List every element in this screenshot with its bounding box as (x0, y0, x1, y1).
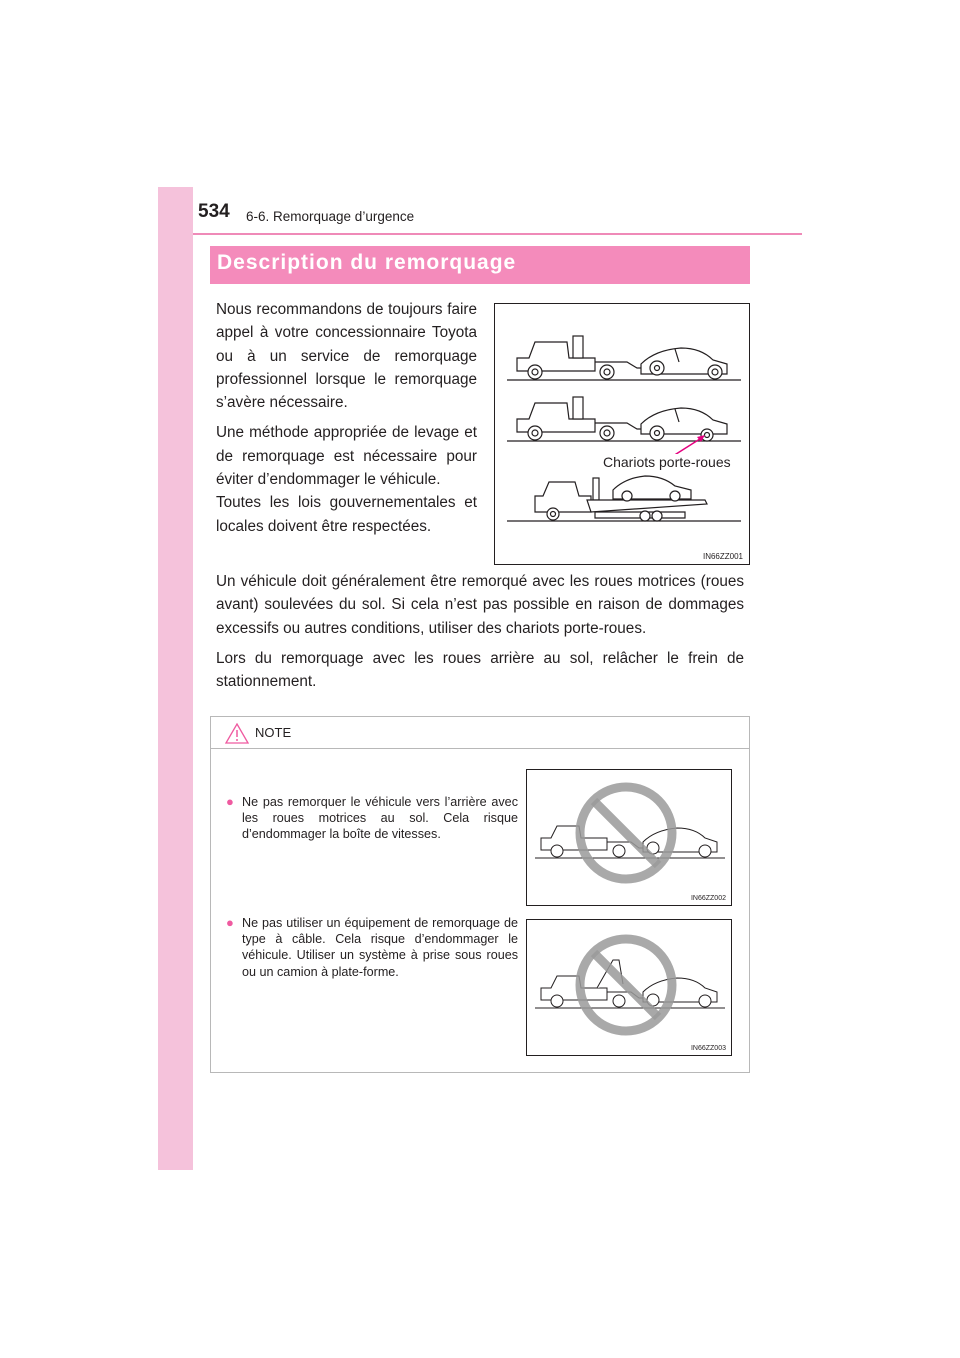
note-item-2 (226, 915, 518, 980)
towing-methods-illustration (495, 304, 751, 566)
header-rule (193, 233, 802, 235)
figure-code: IN66ZZ003 (690, 1045, 726, 1052)
note-item-2-text: Ne pas utiliser un équipement de remorquage de type à câble. Cela risque d’endommager le véhicule. Utiliser un système à prise sous roues ou un camion à plate-forme. (242, 916, 518, 979)
towing-methods-figure (494, 303, 750, 565)
bullet-icon: ● (226, 794, 234, 809)
figure-code: IN66ZZ002 (690, 895, 726, 902)
note-divider (211, 748, 749, 749)
body-paragraph-2: Lors du remorquage avec les roues arrière au sol, relâcher le frein de stationnement. (216, 649, 744, 691)
bullet-icon: ● (226, 915, 234, 930)
note-title: NOTE (255, 725, 292, 740)
section-title: 6-6. Remorquage d’urgence (246, 209, 415, 224)
rear-towing-prohibited-figure (526, 769, 732, 906)
note-item-1-text: Ne pas remorquer le véhicule vers l’arrière avec les roues motrices au sol. Cela risque d’endommager la boîte de vitesses. (242, 795, 518, 842)
warning-triangle-icon (225, 723, 249, 744)
body-paragraph-1: Un véhicule doit généralement être remorqué avec les roues motrices (roues avant) soulevées du sol. Si cela n’est pas possible en raison de dommages excessifs ou autres conditions, utiliser des chariots porte-roues. (216, 573, 744, 637)
side-band (158, 187, 193, 1170)
intro-text (216, 298, 477, 545)
body-text (216, 570, 744, 700)
cable-towing-prohibited-figure (526, 919, 732, 1056)
note-box (210, 716, 750, 1073)
note-item-1 (226, 794, 518, 843)
figure-code: IN66ZZ001 (702, 552, 743, 561)
page-number: 534 (198, 201, 230, 222)
intro-paragraph-2: Une méthode appropriée de levage et de remorquage est nécessaire pour éviter d’endommager le véhicule. (216, 424, 477, 489)
intro-paragraph-3: Toutes les lois gouvernementales et locales doivent être respectées. (216, 494, 477, 535)
intro-paragraph-1: Nous recommandons de toujours faire appel à votre concessionnaire Toyota ou à un service de remorquage professionnel lorsque le remorquage s’avère nécessaire. (216, 301, 477, 412)
wheel-dollies-label: Chariots porte-roues (603, 454, 731, 470)
page-heading: Description du remorquage (217, 251, 517, 274)
